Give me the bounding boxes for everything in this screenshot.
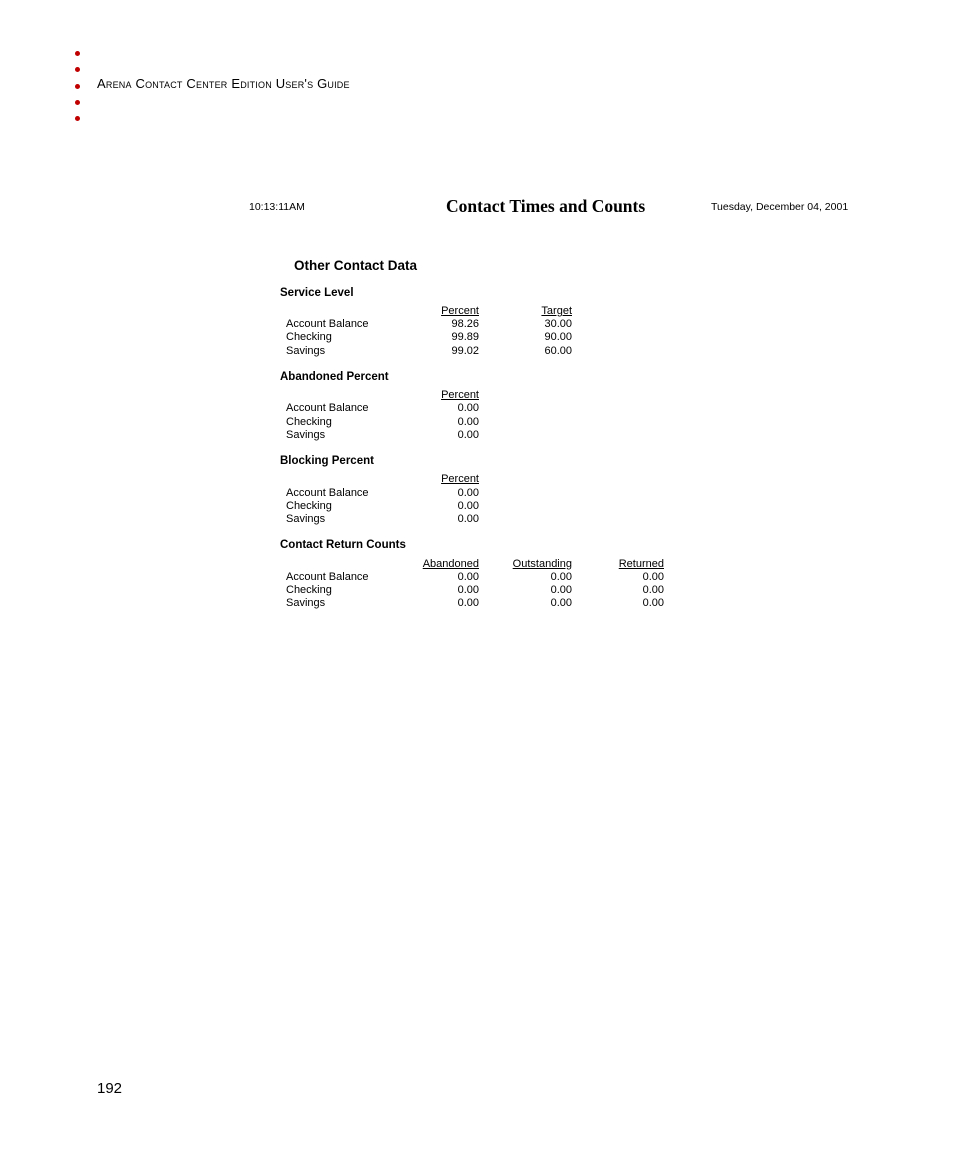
margin-bullet <box>75 116 80 121</box>
returned-value: 0.00 <box>642 597 664 609</box>
abandoned-value: 0.00 <box>457 597 479 609</box>
report-time: 10:13:11AM <box>249 201 305 213</box>
target-value: 30.00 <box>544 318 572 330</box>
margin-bullet <box>75 84 80 89</box>
returned-value: 0.00 <box>642 584 664 596</box>
percent-value: 0.00 <box>457 416 479 428</box>
margin-bullet <box>75 67 80 72</box>
percent-value: 99.02 <box>451 345 479 357</box>
margin-bullet <box>75 51 80 56</box>
outstanding-value: 0.00 <box>550 597 572 609</box>
column-header-percent: Percent <box>441 305 479 317</box>
outstanding-value: 0.00 <box>550 571 572 583</box>
column-header-percent: Percent <box>441 473 479 485</box>
row-label: Savings <box>286 345 326 357</box>
percent-value: 0.00 <box>457 513 479 525</box>
row-label: Checking <box>286 416 332 428</box>
percent-value: 0.00 <box>457 500 479 512</box>
section-heading: Contact Return Counts <box>280 539 406 551</box>
section-heading: Service Level <box>280 287 354 299</box>
guide-title: Arena Contact Center Edition User's Guide <box>97 76 350 91</box>
column-header-abandoned: Abandoned <box>422 558 479 570</box>
percent-value: 0.00 <box>457 429 479 441</box>
abandoned-value: 0.00 <box>457 571 479 583</box>
target-value: 60.00 <box>544 345 572 357</box>
row-label: Checking <box>286 584 332 596</box>
row-label: Account Balance <box>286 318 369 330</box>
column-header-target: Target <box>541 305 572 317</box>
percent-value: 99.89 <box>451 331 479 343</box>
column-header-percent: Percent <box>441 389 479 401</box>
section-heading: Abandoned Percent <box>280 371 389 383</box>
abandoned-value: 0.00 <box>457 584 479 596</box>
row-label: Account Balance <box>286 402 369 414</box>
percent-value: 98.26 <box>451 318 479 330</box>
report-date: Tuesday, December 04, 2001 <box>711 201 849 213</box>
report-title: Contact Times and Counts <box>446 196 646 216</box>
percent-value: 0.00 <box>457 487 479 499</box>
margin-bullet <box>75 100 80 105</box>
page-number: 192 <box>97 1080 123 1097</box>
column-header-outstanding: Outstanding <box>512 558 572 570</box>
row-label: Account Balance <box>286 571 369 583</box>
section-heading: Blocking Percent <box>280 455 374 467</box>
row-label: Checking <box>286 500 332 512</box>
row-label: Account Balance <box>286 487 369 499</box>
report-subtitle: Other Contact Data <box>294 258 418 273</box>
row-label: Savings <box>286 429 326 441</box>
row-label: Checking <box>286 331 332 343</box>
target-value: 90.00 <box>544 331 572 343</box>
row-label: Savings <box>286 597 326 609</box>
returned-value: 0.00 <box>642 571 664 583</box>
percent-value: 0.00 <box>457 402 479 414</box>
outstanding-value: 0.00 <box>550 584 572 596</box>
column-header-returned: Returned <box>618 558 664 570</box>
row-label: Savings <box>286 513 326 525</box>
